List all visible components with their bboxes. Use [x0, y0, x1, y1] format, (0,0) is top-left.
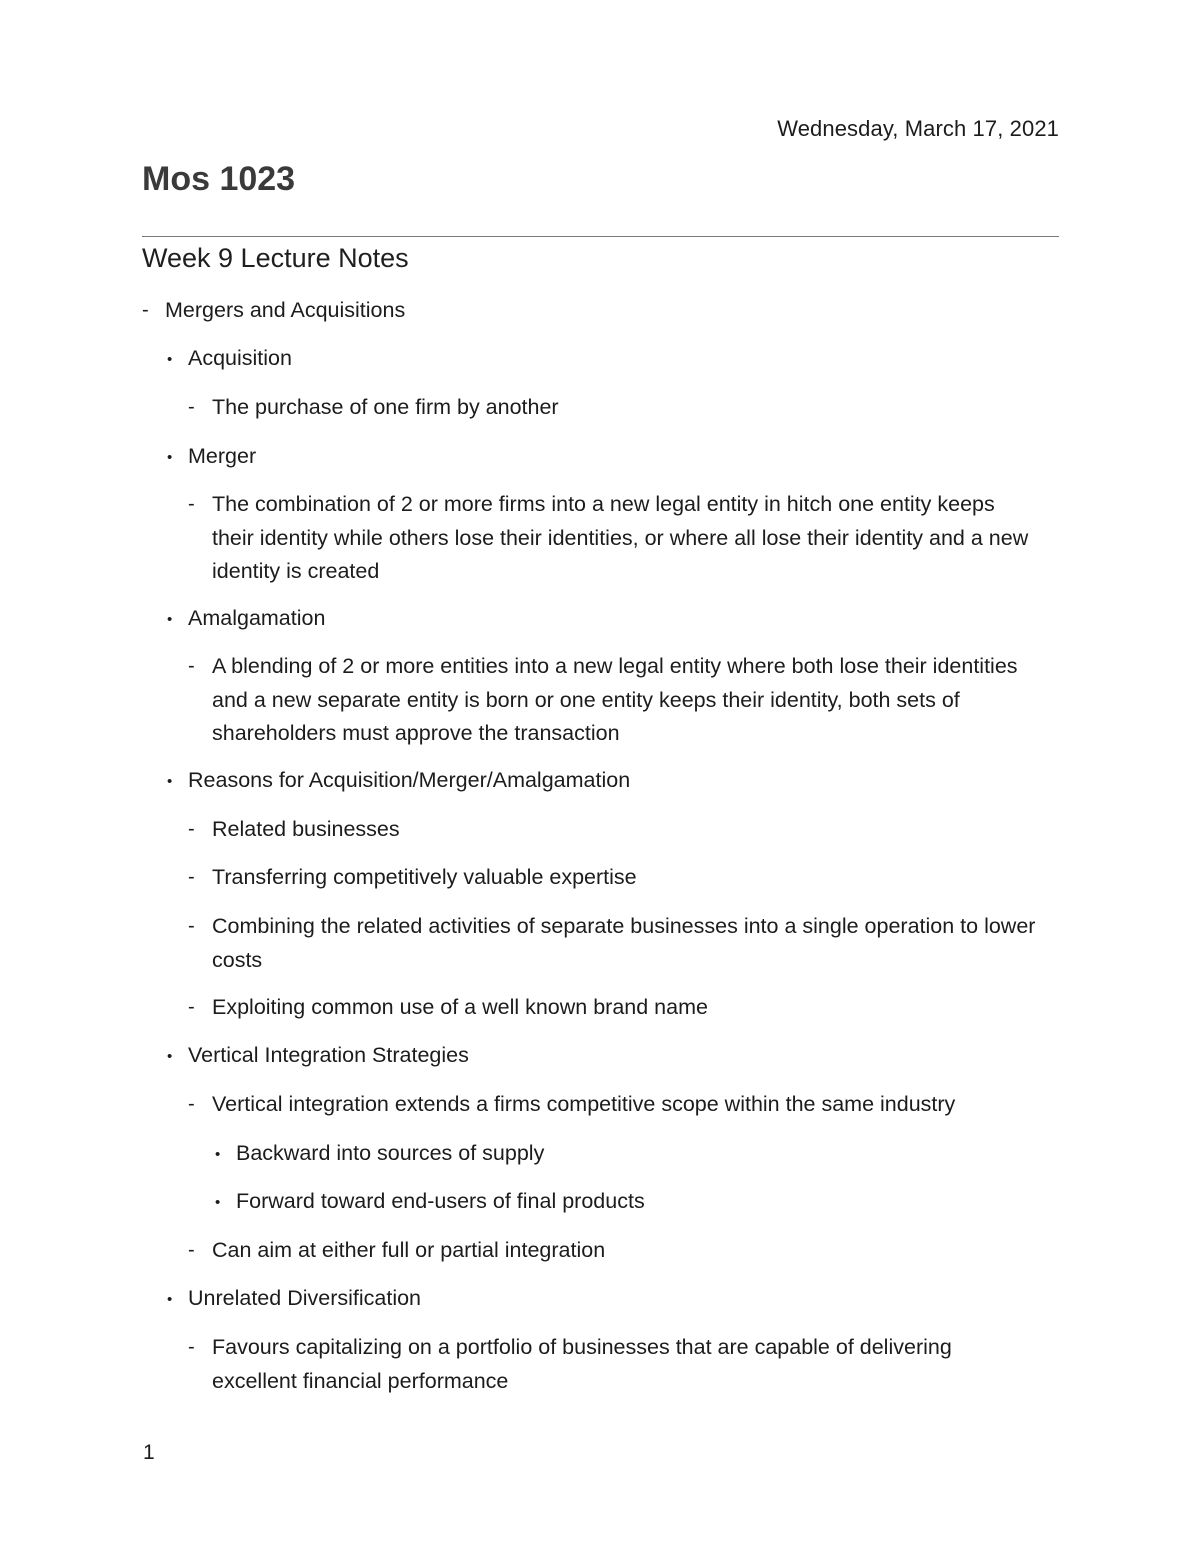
- outline-item-level-4: [215, 1185, 1059, 1219]
- outline-item-level-2: [167, 1282, 1059, 1316]
- dash-marker: -: [188, 1239, 195, 1261]
- bullet-marker: •: [167, 1291, 173, 1308]
- bullet-marker: •: [167, 1048, 173, 1065]
- dash-marker: -: [188, 1093, 195, 1115]
- outline-item-level-3: [188, 1331, 1042, 1398]
- bullet-marker: •: [167, 449, 173, 466]
- outline-item-level-3: [188, 1088, 1042, 1122]
- outline-item-level-1: [142, 294, 1059, 328]
- outline-item-text: Transferring competitively valuable expertise: [212, 865, 637, 889]
- outline-item-text: Can aim at either full or partial integration: [212, 1238, 606, 1262]
- bullet-marker: •: [215, 1146, 221, 1163]
- bullet-marker: •: [167, 611, 173, 628]
- outline-item-level-2: [167, 1039, 1059, 1073]
- dash-marker: -: [188, 655, 195, 677]
- outline-item-text: Acquisition: [188, 346, 292, 370]
- dash-marker: -: [188, 1336, 195, 1358]
- outline-item-text: Amalgamation: [188, 606, 326, 630]
- outline-item-text: The purchase of one firm by another: [212, 395, 559, 419]
- outline-item-level-3: [188, 813, 1042, 847]
- page-number: 1: [143, 1441, 155, 1464]
- outline-item-level-3: [188, 1234, 1042, 1268]
- outline-item-text: Unrelated Diversification: [188, 1286, 422, 1310]
- outline-item-text: Vertical Integration Strategies: [188, 1043, 469, 1067]
- outline-item-text: Exploiting common use of a well known brand name: [212, 995, 708, 1019]
- outline-item-level-3: [188, 991, 1042, 1025]
- bullet-marker: •: [167, 773, 173, 790]
- outline-item-text: Combining the related activities of separate businesses into a single operation to lower costs: [212, 914, 1036, 972]
- outline-item-text: A blending of 2 or more entities into a new legal entity where both lose their identities and a new separate entity is born or one entity keeps their identity, both sets of shareholders must approve the transaction: [212, 654, 1018, 745]
- dash-marker: -: [188, 818, 195, 840]
- outline-item-text: Related businesses: [212, 817, 400, 841]
- outline-item-text: Mergers and Acquisitions: [165, 298, 406, 322]
- outline-item-text: Reasons for Acquisition/Merger/Amalgamation: [188, 768, 631, 792]
- section-heading: Week 9 Lecture Notes: [142, 243, 409, 273]
- outline-item-text: The combination of 2 or more firms into a new legal entity in hitch one entity keeps their identity while others lose their identities, or where all lose their identity and a new identity is created: [212, 492, 1029, 583]
- bullet-marker: •: [215, 1194, 221, 1211]
- outline-item-text: Forward toward end-users of final products: [236, 1189, 645, 1213]
- outline-item-text: Favours capitalizing on a portfolio of businesses that are capable of delivering excellent financial performance: [212, 1335, 952, 1393]
- outline-item-level-3: [188, 488, 1042, 589]
- outline-item-level-3: [188, 910, 1042, 977]
- dash-marker: -: [188, 915, 195, 937]
- outline-item-level-2: [167, 602, 1059, 636]
- dash-marker: -: [188, 396, 195, 418]
- dash-marker: -: [188, 493, 195, 515]
- outline-item-text: Vertical integration extends a firms competitive scope within the same industry: [212, 1092, 956, 1116]
- outline-item-level-2: [167, 342, 1059, 376]
- document-title: Mos 1023: [142, 160, 296, 198]
- dash-marker: -: [188, 996, 195, 1018]
- outline-item-level-2: [167, 764, 1059, 798]
- outline-item-level-4: [215, 1137, 1059, 1171]
- outline-item-level-2: [167, 440, 1059, 474]
- dash-marker: -: [142, 299, 149, 321]
- bullet-marker: •: [167, 351, 173, 368]
- dash-marker: -: [188, 866, 195, 888]
- outline-item-level-3: [188, 650, 1042, 751]
- outline-item-text: Backward into sources of supply: [236, 1141, 545, 1165]
- outline-item-level-3: [188, 391, 1042, 425]
- outline-item-level-3: [188, 861, 1042, 895]
- document-date: Wednesday, March 17, 2021: [777, 116, 1059, 141]
- outline-item-text: Merger: [188, 444, 257, 468]
- title-divider: [142, 236, 1059, 237]
